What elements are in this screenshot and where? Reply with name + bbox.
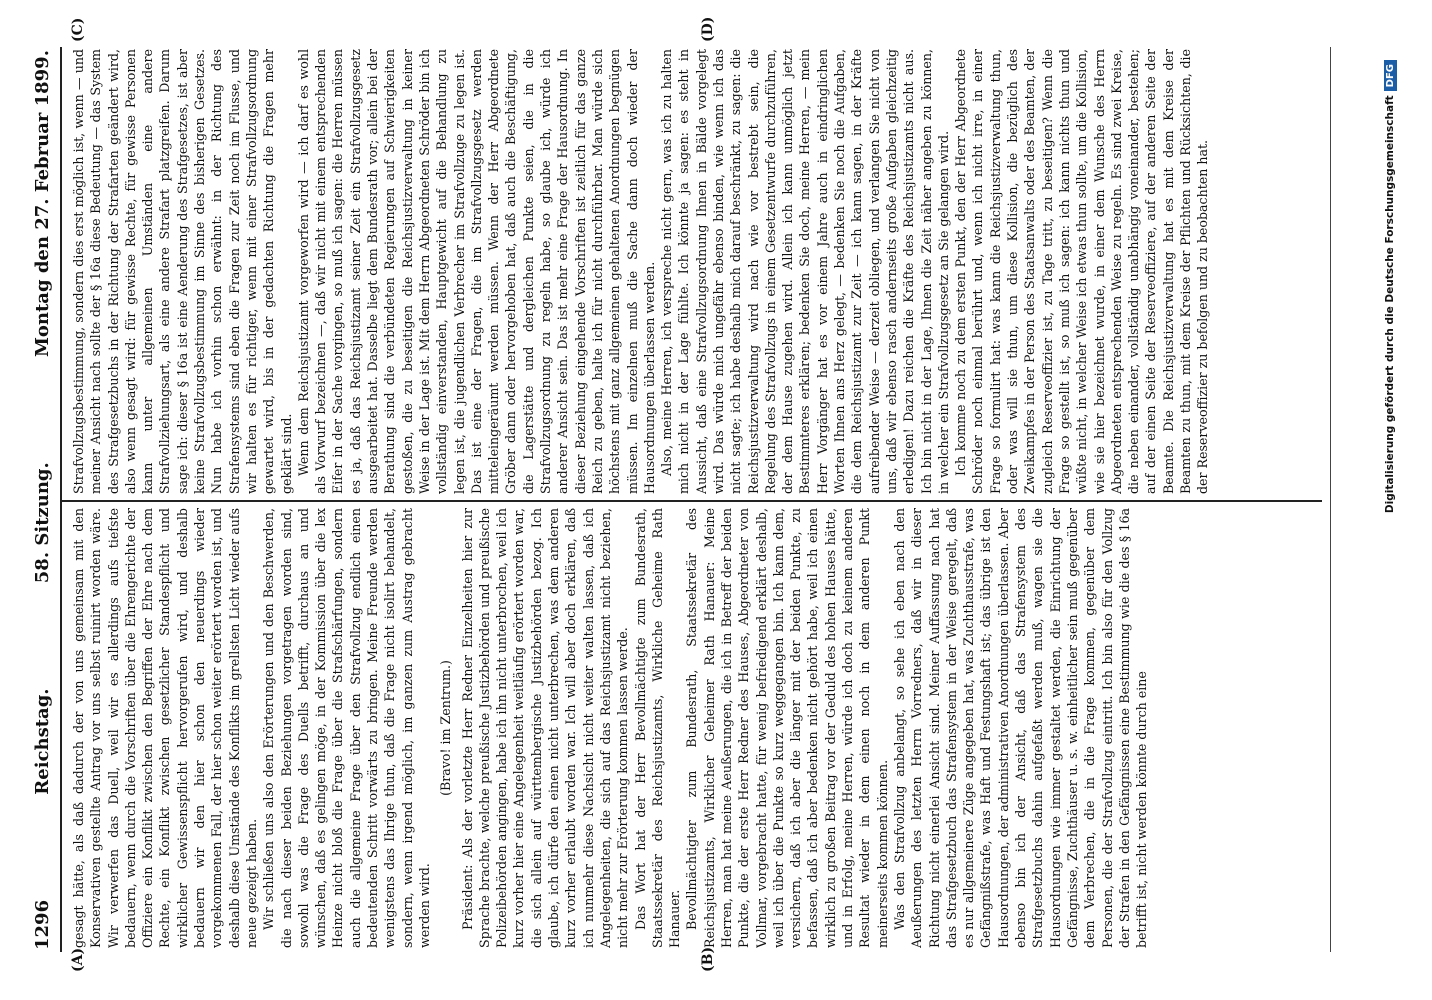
dfg-logo: DFG — [1384, 60, 1397, 91]
paragraph: Wir schließen uns also den Erörterungen und den Beschwerden, die nach dieser beiden Beziehungen vorgetragen worden sind, sowohl was die Frage des Duells betrifft, durchaus an und wünschen, daß es gelingen möge, in der Kommission über die lex Heinze nicht bloß die Frage über die Strafschärfungen, sondern auch die allgemeine Frage über den Strafvollzug endlich einen bedeutenden Schritt vorwärts zu bringen. Meine Freunde werden wenigstens das Ihrige thun, daß die Frage nicht isolirt behandelt, sondern, wenn irgend möglich, im ganzen zum Austrag gebracht werden wird. — [261, 508, 432, 948]
funding-text: Digitalisierung gefördert durch die Deutsche Forschungsgemeinschaft — [1384, 95, 1396, 514]
applause-note: (Bravo! im Zentrum.) — [438, 660, 454, 796]
margin-marker-a: (A) — [70, 947, 86, 972]
margin-marker-c: (C) — [70, 17, 86, 42]
right-column — [70, 49, 1310, 494]
margin-marker-d: (D) — [700, 16, 716, 42]
page-header — [28, 50, 56, 950]
margin-marker-b: (B) — [700, 946, 716, 972]
bottom-rule — [1330, 47, 1331, 952]
paragraph: Präsident: Als der vorletzte Herr Redner Einzelheiten hier zur Sprache brachte, welche preußische Justizbehörden und preußische Polizeibehörden angingen, habe ich ihn nicht unterbrochen, weil ich kurz vorher hier eine Angelegenheit weitläufig erörtert worden war, die sich allein auf württembergische Justizbehörden bezog. Ich glaube, ich dürfe den einen nicht unterbrechen, was dem anderen kurz vorher erlaubt worden war. Ich will aber doch erklären, daß ich nunmehr diese Nachsicht nicht weiter walten lassen, daß ich Angelegenheiten, die sich auf das Reichsjustizamt nicht beziehen, nicht mehr zur Erörterung kommen lassen werde. — [459, 508, 631, 948]
page-number: 1296 — [31, 899, 53, 950]
paragraph: Also, meine Herren, ich verspreche nicht gern, was ich zu halten mich nicht in der Lage fühlte. Ich könnte ja sagen: es steht in Aussicht, daß eine Strafvollzugsordnung Ihnen in Bälde vorgelegt wird. Das würde mich ungefähr ebenso binden, wie wenn ich das nicht sagte; ich habe deshalb mich darauf beschränkt, zu sagen: die Reichsjustizverwaltung wird nach wie vor bestrebt sein, die Regelung des Strafvollzugs in einem Gesetzentwurfe durchzuführen, der dem Hause zugehen wird. Allein ich kann unmöglich jetzt Bestimmteres erklären; bedenken Sie doch, meine Herren, — mein Herr Vorgänger hat es vor einem Jahre auch in eindringlichen Worten Ihnen ans Herz gelegt, — bedenken Sie noch die Aufgaben, die dem Reichsjustizamt zur Zeit — ich kann sagen, in der Kräfte aufreibender Weise — derzeit obliegen, und verlangen Sie nicht von uns, daß wir ebenso rasch andernseits große Aufgaben gleichzeitig erledigen! Dazu reichen die Kräfte des Reichsjustizamts nicht aus. Ich bin nicht in der Lage, Ihnen die Zeit näher angeben zu können, in welcher ein Strafvollzugsgesetz an Sie gelangen wird. — [659, 49, 951, 494]
paragraph: gesagt hätte, als daß dadurch der von uns gemeinsam mit den Konservativen gestellte Antrag vor uns selbst ruinirt worden wäre. Wir verwerfen das Duell, weil wir es allerdings aufs tiefste bedauern, wenn durch die Vorschriften über die Ehrengerichte der Offiziere ein Konflikt zwischen den Begriffen der Ehre nach dem Rechte, ein Konflikt zwischen gesetzlicher Standespflicht und wirklicher Gewissenspflicht hervorgerufen wird, und deshalb bedauern wir den hier schon den neuerdings wieder vorgekommenen Fall, der hier schon weiter erörtert worden ist, und deshalb diese Umstände des Konflikts im grellsten Licht wieder aufs neue gezeigt haben. — [71, 508, 259, 948]
paragraph: Wenn dem Reichsjustizamt vorgeworfen wird — ich darf es wohl als Vorwurf bezeichnen —, daß wir nicht mit einem entsprechenden Eifer in der Sache vorgingen, so muß ich sagen: die Herren müssen es ja, daß das Reichsjustizamt seiner Zeit ein Strafvollzugsgesetz ausgearbeitet hat. Dasselbe liegt dem Bundesrath vor; allein bei der Berathung sind die verbündeten Regierungen auf Schwierigkeiten gestoßen, die zu beseitigen die Reichsjustizverwaltung in keiner Weise in der Lage ist. Mit dem Herrn Abgeordneten Schröder bin ich vollständig einverstanden, Hauptgewicht auf die Behandlung zu legen ist, die jugendlichen Verbrecher im Strafvollzuge zu legen ist. Das ist eine der Fragen, die im Strafvollzugsgesetz werden mitteleingeräumt werden müssen. Wenn der Herr Abgeordnete Gröber dann oder hervorgehoben hat, daß auch die Beschäftigung, die Lagerstätte und dergleichen Punkte seien, die in die Strafvollzugsordnung zu regeln habe, so glaube ich, würde ich anderer Ansicht sein. Das ist mehr eine Frage der Hausordnung. In dieser Beziehung eingehende Vorschriften ist zeitlich für das ganze Reich zu geben, halte ich für nicht durchführbar. Man würde sich höchstens mit ganz allgemeinen gehaltenen Anordnungen begnügen müssen. Im einzelnen muß die Sache dann doch wieder der Hausordnungen überlassen werden. — [295, 49, 657, 494]
paragraph: Strafvollzugsbestimmung, sondern dies erst möglich ist, wenn — und meiner Ansicht nach sollte der § 16a diese Bedeutung — das System des Strafgesetzbuchs in der Richtung der Strafarten geändert wird, also wenn gesagt wird: für gewisse Rechte, für gewisse Personen kann unter allgemeinen Umständen eine andere Strafvollziehungsart, als eine andere Strafart platzgreifen. Darum sage ich: dieser § 16a ist eine Aenderung des Strafgesetzes, ist aber keine Strafvollzugsbestimmung im Sinne des bisherigen Gesetzes. Nun habe ich vorhin schon erwähnt: in der Richtung des Strafensystems sind eben die Fragen zur Zeit noch im Flusse, und wir halten es für richtiger, wenn mit einer Strafvollzugsordnung gewartet wird, bis in der gedachten Richtung die Fragen mehr geklärt sind. — [71, 49, 294, 494]
date-label: Montag den 27. Februar 1899. — [31, 50, 53, 358]
publication-title: Reichstag. — [31, 688, 53, 795]
paragraph: Was den Strafvollzug anbelangt, so sehe ich eben nach den Aeußerungen des letzten Herrn Vorredners, daß wir in dieser Richtung nicht einerlei Ansicht sind. Meiner Auffassung nach hat das Strafgesetzbuch das Strafensystem in der Weise geregelt, daß es nur allgemeinere Züge angegeben hat, was Zuchthausstrafe, was Gefängnißstrafe, was Haft und Festungshaft ist; das übrige ist den Hausordnungen, der administrativen Anordnungen überlassen. Aber ebenso bin ich der Ansicht, daß das Strafensystem des Strafgesetzbuchs dahin aufgefaßt werden muß, wagen sie die Hausordnungen wie immer gestaltet werden, die Einrichtung der Gefängnisse, Zuchthäuser u. s. w. einheitlicher sein muß gegenüber dem Verbrechen, die in die Frage kommen, gegenüber dem Personen, die der Strafvollzug eintritt. Ich bin also für den Vollzug der Strafen in den Gefängnissen eine Bestimmung wie die des § 16a betrifft ist, nicht werden könnte durch eine — [891, 508, 1150, 948]
paragraph: Ich komme noch zu dem ersten Punkt, den der Herr Abgeordnete Schröder noch einmal berührt und, wenn ich nicht irre, in einer Frage so formulirt hat: was kann die Reichsjustizverwaltung thun, oder was will sie thun, um diese Kollision, die bezüglich des Zweikampfes in der Person des Staatsanwalts oder des Beamten, der zugleich Reserveoffizier ist, zu Tage tritt, zu beseitigen? Wenn die Frage so gestellt ist, so muß ich sagen: ich kann nichts thun und wüßte nicht, in welcher Weise ich etwas thun sollte, um die Kollision, wie sie hier bezeichnet wurde, in einer dem Wunsche des Herrn Abgeordneten entsprechenden Weise zu regeln. Es sind zwei Kreise, die neben einander, vollständig unabhängig voneinander, bestehen; auf der einen Seite der Reserveoffiziere, auf der anderen Seite der Beamte. Die Reichsjustizverwaltung hat es mit dem Kreise der Beamten zu thun, mit dem Kreise der Pflichten und Rücksichten, die der Reserveoffizier zu befolgen und zu beobachten hat. — [953, 49, 1211, 494]
funding-footer — [1384, 0, 1410, 1000]
left-column — [70, 508, 1310, 948]
paragraph: Das Wort hat der Herr Bevollmächtigte zum Bundesrath, Staatssekretär des Reichsjustizamts, Wirkliche Geheime Rath Hanauer. — [632, 508, 683, 948]
session-label: 58. Sitzung. — [31, 462, 53, 584]
paragraph: Bevollmächtigter zum Bundesrath, Staatssekretär des Reichsjustizamts, Wirklicher Geheimer Rath Hanauer: Meine Herren, man hat meine Aeußerungen, die ich in Betreff der beiden Punkte, die der erste Herr Redner des Hauses, Abgeordneter von Vollmar, vorgebracht hatte, für wenig befriedigend erklärt deshalb, weil ich über die Punkte so kurz weggegangen bin. Ich kann dem, versichern, daß ich aber die länger mit der beiden Punkte, zu befassen, daß ich aber bedenken nicht gehört habe, weil ich einen wirklich zu großen Beitrag vor der Geduld des hohen Hauses hätte, und in Erfolg, meine Herren, würde ich doch zu keinem anderen Resultat wieder in dem einen noch in dem anderen Punkt meinerseits kommen können. — [684, 508, 890, 948]
column-divider — [62, 500, 1322, 502]
